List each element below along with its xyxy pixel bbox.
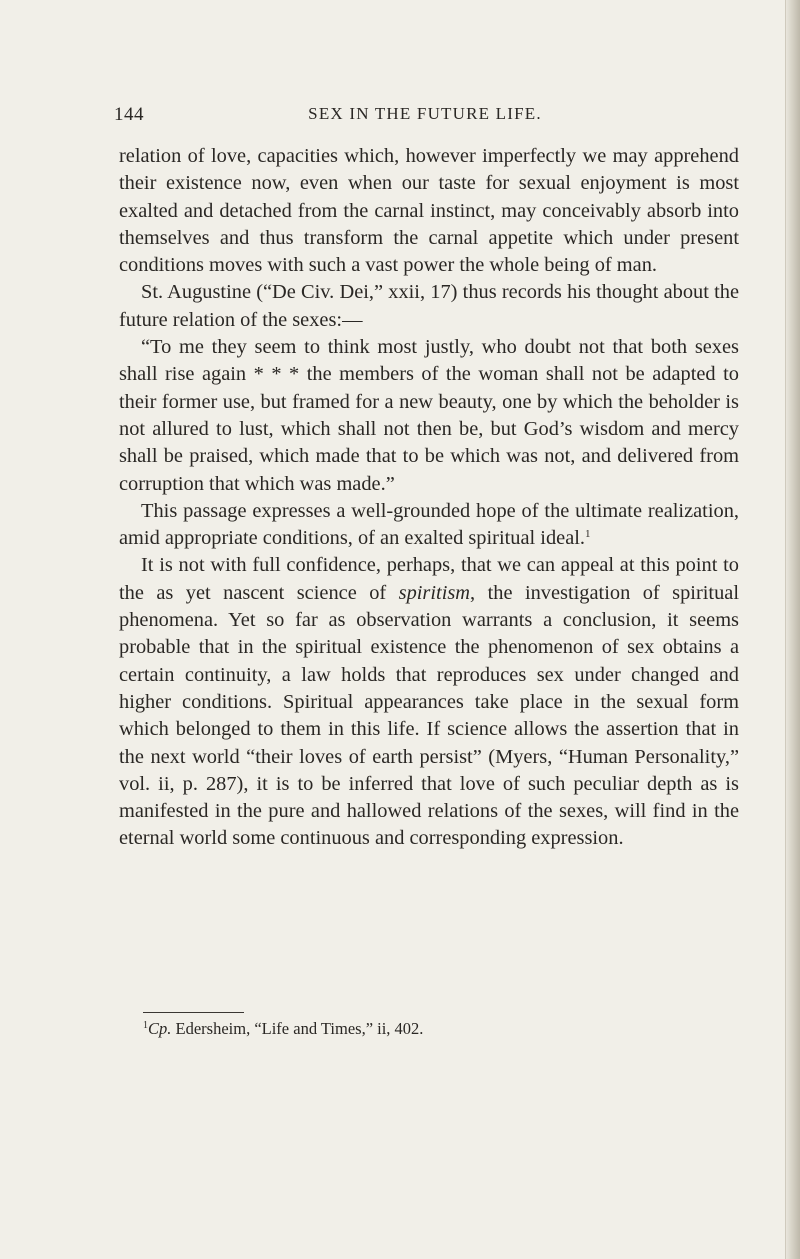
page-header [114, 104, 736, 128]
footnote-number: 1 [143, 1020, 148, 1031]
quotation [119, 334, 739, 498]
footnote [143, 1019, 703, 1039]
footnote-abbreviation: Cp. [148, 1019, 172, 1038]
quotation-text: “To me they seem to think most justly, who doubt not that both sexes shall rise again * * * the members of the woman shall not be adapted to their former use, but framed for a new beauty, one by which the beholder is not allured to lust, which shall not then be, but God’s wisdom and mercy shall be praised, which made that to be which was not, and delivered from corruption that which was made.” [119, 336, 739, 495]
body-text [119, 143, 739, 853]
paragraph-text: relation of love, capacities which, however imperfectly we may apprehend their existence now, even when our taste for sexual enjoyment is most exalted and detached from the carnal instinct, may conceivably absorb into themselves and thus transform the carnal appetite which under present conditions moves with such a vast power the whole being of man. [119, 145, 739, 277]
paragraph-text: , the investigation of spiritual phenomena. Yet so far as observation warrants a conclusion, it seems probable that in the spiritual existence the phenomenon of sex obtains a certain continuity, a law holds that reproduces sex under changed and higher conditions. Spiritual appearances take place in the sexual form which belonged to them in this life. If science allows the assertion that in the next world “their loves of earth persist” (Myers, “Human Personality,” vol. ii, p. 287), it is to be inferred that love of such peculiar depth as is manifested in the pure and hallowed relations of the sexes, will find in the eternal world some continuous and corresponding expression. [119, 581, 739, 850]
italic-term: spiritism [398, 581, 471, 604]
running-title: SEX IN THE FUTURE LIFE. [308, 104, 542, 123]
paragraph-text: St. Augustine (“De Civ. Dei,” xxii, 17) thus records his thought about the future relation of the sexes:— [119, 281, 739, 331]
footnote-text: Edersheim, “Life and Times,” ii, 402. [175, 1019, 424, 1038]
paragraph [119, 552, 739, 852]
paragraph [119, 279, 739, 334]
page-number: 144 [114, 104, 144, 125]
page-edge [786, 0, 800, 1259]
paragraph [119, 498, 739, 553]
paragraph [119, 143, 739, 279]
footnote-marker[interactable]: 1 [585, 528, 591, 541]
paragraph-text: It is not with full confidence, perhaps, that we can appeal at this point to the as yet nascent science of [119, 554, 739, 604]
paragraph-text: This passage expresses a well-grounded hope of the ultimate realization, amid appropriate conditions, of an exalted spiritual ideal. [119, 499, 739, 550]
footnote-rule [143, 1012, 244, 1013]
